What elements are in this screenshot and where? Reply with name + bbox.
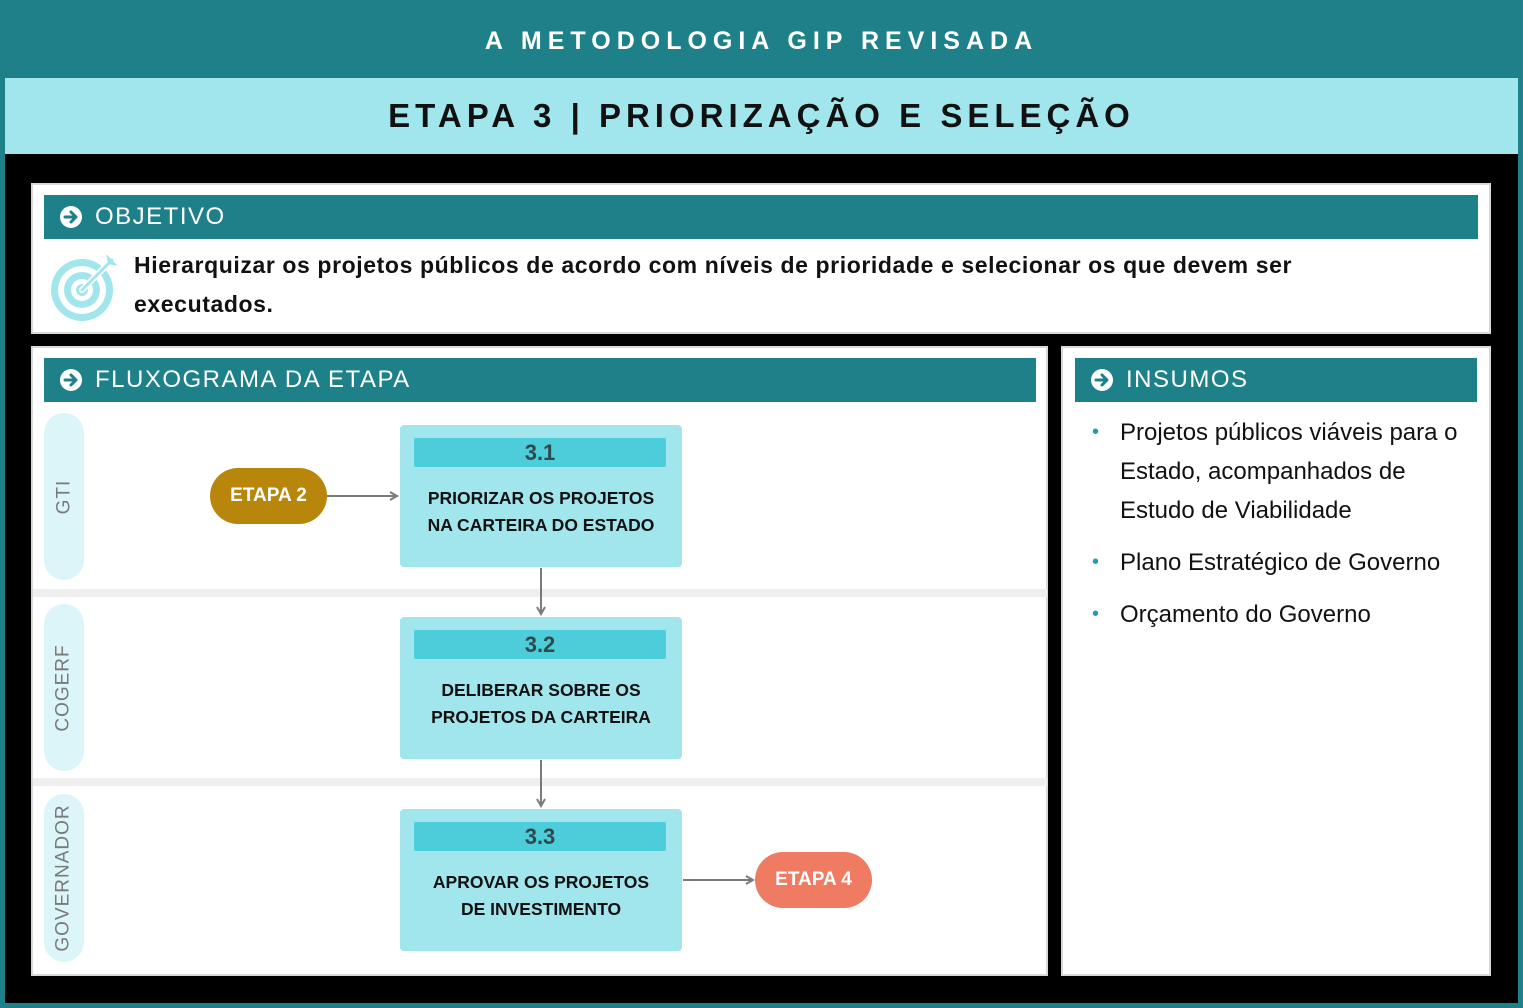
page-title: A METODOLOGIA GIP REVISADA	[5, 5, 1518, 78]
bullet-icon: •	[1092, 421, 1100, 443]
step-label: DELIBERAR SOBRE OS PROJETOS DA CARTEIRA	[431, 680, 651, 727]
objective-text: Hierarquizar os projetos públicos de acordo com níveis de prioridade e selecionar os que devem ser executados.	[134, 252, 1293, 317]
inputs-header	[1075, 358, 1477, 402]
flowchart-heading: FLUXOGRAMA DA ETAPA	[95, 366, 411, 393]
step-label: PRIORIZAR OS PROJETOS NA CARTEIRA DO ESTADO	[427, 488, 655, 535]
step-number: 3.1	[414, 438, 666, 467]
start-node-etapa-2: ETAPA 2	[210, 468, 327, 524]
list-item: • Plano Estratégico de Governo	[1092, 543, 1472, 582]
list-item: • Orçamento do Governo	[1092, 595, 1472, 634]
inputs-heading: INSUMOS	[1126, 366, 1249, 393]
bullet-icon: •	[1092, 551, 1100, 573]
objective-header	[44, 195, 1478, 239]
step-3-3	[400, 809, 682, 951]
flowchart-header	[44, 358, 1036, 402]
step-number: 3.3	[414, 822, 666, 851]
lane-label-gti: GTI	[44, 413, 84, 580]
step-3-2	[400, 617, 682, 759]
arrow-circle-icon	[59, 368, 83, 392]
step-number: 3.2	[414, 630, 666, 659]
bullet-icon: •	[1092, 603, 1100, 625]
target-icon	[48, 250, 122, 324]
arrow-circle-icon	[1090, 368, 1114, 392]
step-label: APROVAR OS PROJETOS DE INVESTIMENTO	[432, 872, 650, 919]
lane-label-cogerf: COGERF	[44, 604, 84, 771]
inputs-list	[1092, 413, 1472, 647]
objective-heading: OBJETIVO	[95, 203, 226, 230]
arrow-circle-icon	[59, 205, 83, 229]
lane-separator	[33, 778, 1047, 786]
lane-label-governador: GOVERNADOR	[44, 794, 84, 962]
list-item: • Projetos públicos viáveis para o Estado, acompanhados de Estudo de Viabilidade	[1092, 413, 1472, 530]
lane-separator	[33, 589, 1047, 597]
page-subtitle: ETAPA 3 | PRIORIZAÇÃO E SELEÇÃO	[5, 78, 1518, 154]
step-3-1	[400, 425, 682, 567]
end-node-etapa-4: ETAPA 4	[755, 852, 872, 908]
